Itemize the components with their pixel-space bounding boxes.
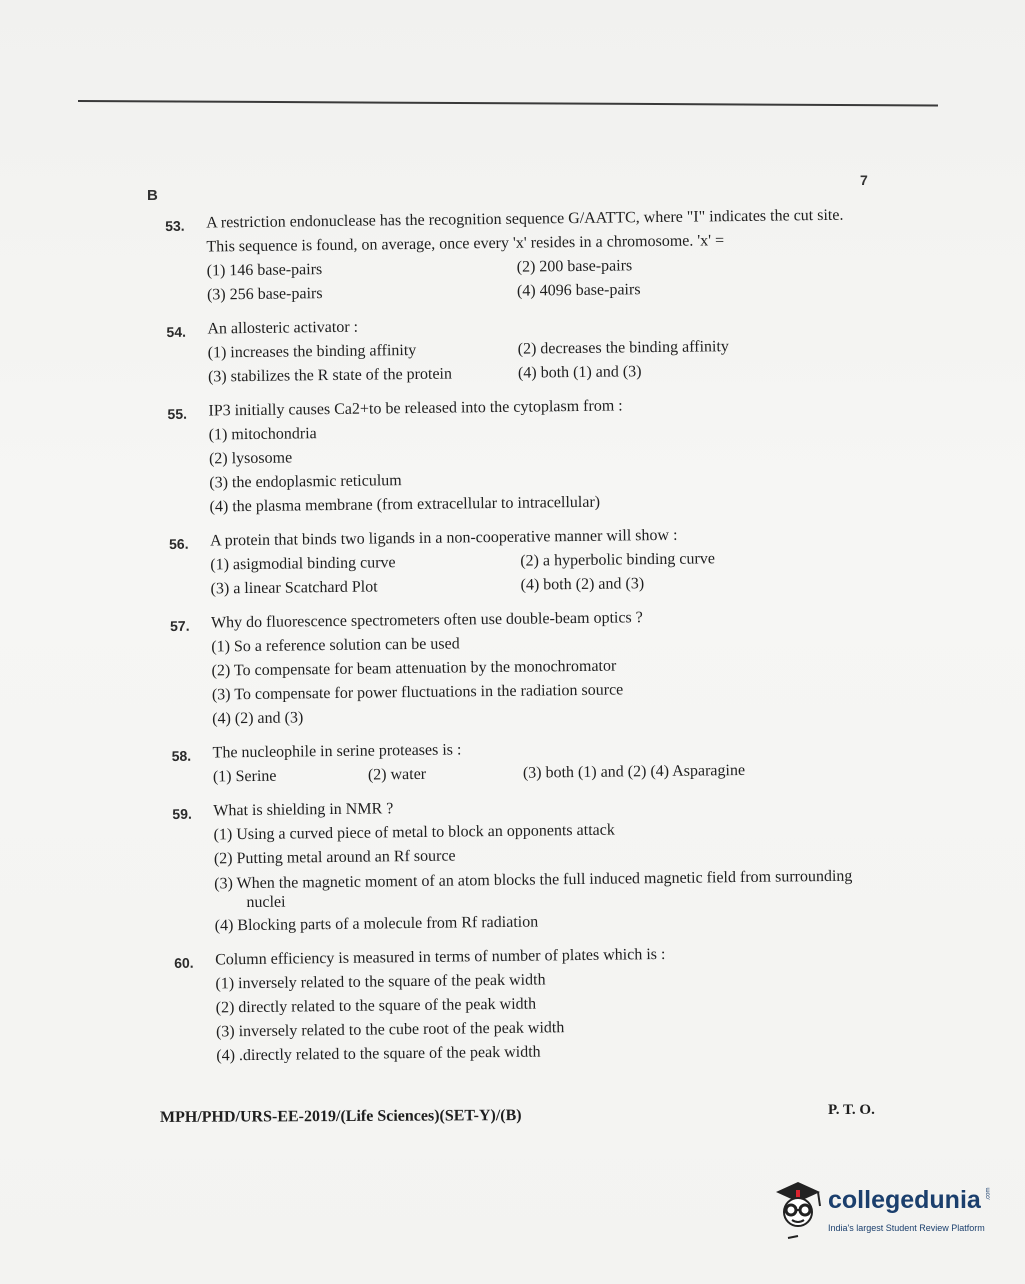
option-4: (4) .directly related to the square of the peak width	[216, 1043, 541, 1065]
page-number: 7	[860, 172, 868, 188]
question-text: An allosteric activator :	[207, 318, 359, 338]
option-4: (4) Blocking parts of a molecule from Rf radiation	[214, 913, 539, 935]
options	[208, 333, 878, 389]
question-number: 53.	[165, 217, 185, 234]
brand-name: collegedunia	[828, 1186, 981, 1214]
options	[207, 251, 877, 307]
option-2: (2) a hyperbolic binding curve	[520, 550, 715, 570]
option-2: (2) Putting metal around an Rf source	[213, 847, 456, 868]
option-3: (3) inversely related to the cube root of the peak width	[215, 1019, 565, 1041]
question-text: IP3 initially causes Ca2+to be released into the cytoplasm from :	[208, 397, 623, 420]
options	[213, 815, 883, 938]
option-2: (2) water	[367, 765, 427, 784]
options	[211, 627, 881, 731]
option-4: (4) both (1) and (3)	[517, 363, 642, 382]
option-4: (4) the plasma membrane (from extracellular to intracellular)	[209, 493, 601, 516]
question-number: 57.	[169, 617, 190, 634]
option-1: (1) 146 base-pairs	[206, 261, 323, 280]
collegedunia-logo[interactable]	[770, 1176, 990, 1246]
option-1: (1) mitochondria	[208, 425, 317, 444]
option-1: (1) inversely related to the square of the peak width	[215, 971, 546, 993]
option-2: (2) To compensate for beam attenuation by the monochromator	[211, 657, 617, 680]
question-number: 55.	[167, 405, 188, 422]
option-1: (1) So a reference solution can be used	[211, 635, 460, 656]
brand-domain: .com	[985, 1187, 992, 1201]
question-text: A restriction endonuclease has the recognition sequence G/AATTC, where "I" indicates the cut site. This sequence is found, on average, once every 'x' resides in a chromosome. 'x' =	[206, 206, 844, 256]
question-56	[169, 521, 880, 602]
option-3: (3) When the magnetic moment of an atom blocks the full induced magnetic field from surrounding nuclei	[214, 867, 853, 912]
option-2: (2) directly related to the square of the peak width	[215, 995, 537, 1017]
options	[215, 964, 885, 1068]
options	[210, 545, 880, 601]
question-58	[171, 733, 882, 790]
option-3-4: (3) both (1) and (2) (4) Asparagine	[522, 761, 746, 782]
question-text: Why do fluorescence spectrometers often use double-beam optics ?	[210, 609, 643, 632]
option-1: (1) increases the binding affinity	[207, 341, 417, 362]
option-3: (3) stabilizes the R state of the protein	[207, 365, 453, 386]
option-1: (1) asigmodial binding curve	[210, 554, 396, 574]
option-4: (4) 4096 base-pairs	[516, 281, 641, 300]
options	[209, 415, 879, 519]
top-rule	[78, 100, 938, 107]
exam-code: MPH/PHD/URS-EE-2019/(Life Sciences)(SET-Y)/(B)	[159, 1107, 522, 1126]
option-3: (3) the endoplasmic reticulum	[209, 472, 402, 492]
option-3: (3) a linear Scatchard Plot	[210, 578, 378, 598]
question-text: What is shielding in NMR ?	[213, 800, 394, 820]
question-55	[167, 391, 878, 520]
option-2: (2) 200 base-pairs	[516, 257, 633, 276]
question-number: 54.	[166, 323, 187, 340]
question-text: Column efficiency is measured in terms of number of plates which is :	[215, 945, 666, 969]
question-number: 58.	[171, 747, 192, 764]
question-text: A protein that binds two ligands in a non-cooperative manner will show :	[209, 526, 678, 550]
question-number: 59.	[172, 805, 192, 822]
question-number: 56.	[168, 535, 189, 552]
brand-tagline: India's largest Student Review Platform	[828, 1223, 985, 1233]
question-59	[172, 791, 884, 939]
question-53	[165, 203, 876, 308]
question-text: The nucleophile in serine proteases is :	[212, 741, 462, 762]
question-57	[170, 603, 881, 732]
option-2: (2) decreases the binding affinity	[517, 338, 729, 358]
option-1: (1) Serine	[212, 767, 277, 786]
option-2: (2) lysosome	[208, 449, 293, 468]
option-1: (1) Using a curved piece of metal to block an opponents attack	[213, 821, 615, 844]
option-3: (3) To compensate for power fluctuations in the radiation source	[211, 681, 624, 704]
option-4: (4) (2) and (3)	[212, 709, 304, 728]
mascot-icon	[770, 1176, 826, 1242]
option-3: (3) 256 base-pairs	[206, 285, 323, 304]
set-letter: B	[147, 187, 158, 204]
question-list	[165, 203, 886, 1079]
option-4: (4) both (2) and (3)	[520, 575, 645, 594]
question-60	[174, 940, 885, 1069]
question-number: 60.	[174, 954, 194, 971]
question-54	[166, 309, 877, 390]
pto-label: P. T. O.	[828, 1102, 875, 1118]
